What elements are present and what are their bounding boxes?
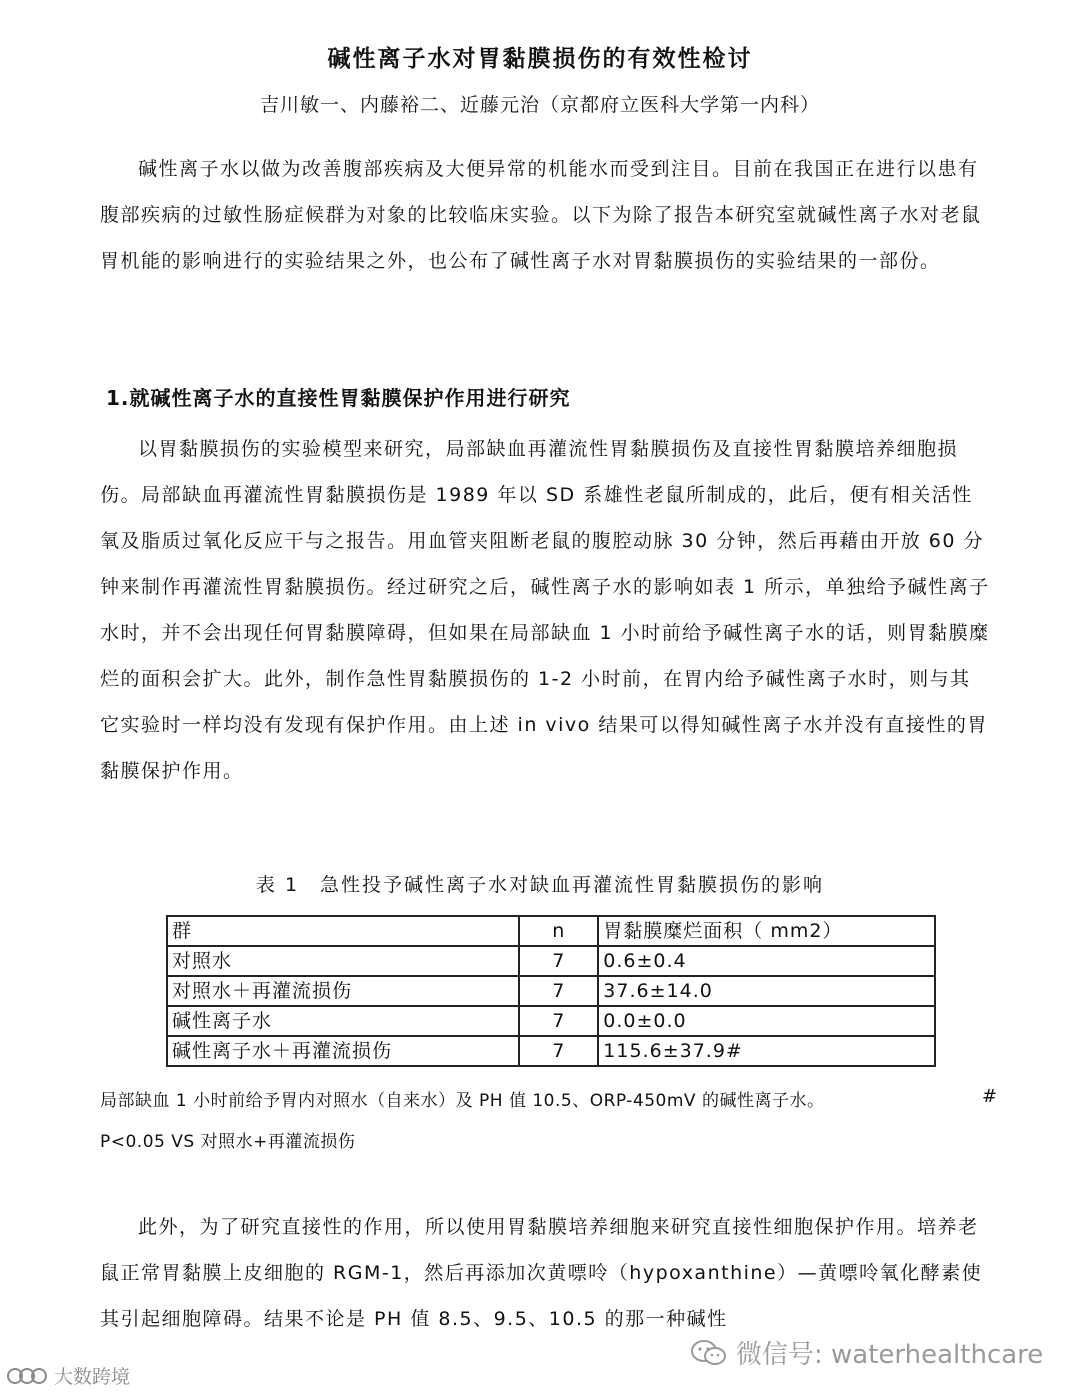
row-area: 115.6±37.9# [598,1036,935,1066]
paper-title: 碱性离子水对胃黏膜损伤的有效性检讨 [327,46,753,72]
corner-logo [6,1362,130,1389]
table-1-caption: 表 1 急性投予碱性离子水对缺血再灌流性胃黏膜损伤的影响 [255,874,825,896]
row-area: 0.0±0.0 [598,1006,935,1036]
brand-logo-icon [6,1363,48,1389]
wechat-icon [690,1338,728,1368]
row-group: 碱性离子水＋再灌流损伤 [167,1036,519,1066]
intro-paragraph: 碱性离子水以做为改善腹部疾病及大便异常的机能水而受到注目。目前在我国正在进行以患有腹部疾病的过敏性肠症候群为对象的比较临床实验。以下为除了报告本研究室就碱性离子水对老鼠胃机能的影响进行的实验结果之外，也公布了碱性离子水对胃黏膜损伤的实验结果的一部份。 [100,158,982,272]
header-group: 群 [167,916,519,946]
table-1-note: 局部缺血 1 小时前给予胃内对照水（自来水）及 PH 值 10.5、ORP-450mV 的碱性离子水。 [100,1091,825,1111]
table-row [167,976,935,1006]
header-n: n [519,916,598,946]
table-1 [166,915,936,1067]
row-n: 7 [519,946,598,976]
table-row [167,1006,935,1036]
row-group: 对照水 [167,946,519,976]
row-n: 7 [519,1006,598,1036]
paper-authors: 吉川敏一、内藤裕二、近藤元治（京都府立医科大学第一内科） [259,94,820,116]
section-1-heading: 1.就碱性离子水的直接性胃黏膜保护作用进行研究 [106,386,571,410]
section-1-body: 以胃黏膜损伤的实验模型来研究，局部缺血再灌流性胃黏膜损伤及直接性胃黏膜培养细胞损伤。局部缺血再灌流性胃黏膜损伤是 1989 年以 SD 系雄性老鼠所制成的，此后，便有相关活性氧及脂质过氧化反应干与之报告。用血管夹阻断老鼠的腹腔动脉 30 分钟，然后再藉由开放 60 分钟来制作再灌流性胃黏膜损伤。经过研究之后，碱性离子水的影响如表 1 所示，单独给予碱性离子水时，并不会出现任何胃黏膜障碍，但如果在局部缺血 1 小时前给予碱性离子水的话，则胃黏膜糜烂的面积会扩大。此外，制作急性胃黏膜损伤的 1-2 小时前，在胃内给予碱性离子水时，则与其它实验时一样均没有发现有保护作用。由上述 in vivo 结果可以得知碱性离子水并没有直接性的胃黏膜保护作用。 [100,438,990,782]
watermark-text: 微信号: waterhealthcare [736,1340,1044,1370]
table-1-note-hash: # [982,1086,998,1107]
row-n: 7 [519,976,598,1006]
row-group: 碱性离子水 [167,1006,519,1036]
paragraph-2: 此外，为了研究直接性的作用，所以使用胃黏膜培养细胞来研究直接性细胞保护作用。培养老鼠正常胃黏膜上皮细胞的 RGM-1，然后再添加次黄嘌呤（hypoxanthine）—黄嘌呤氧化酵素使其引起细胞障碍。结果不论是 PH 值 8.5、9.5、10.5 的那一种碱性 [100,1216,983,1330]
row-area: 0.6±0.4 [598,946,935,976]
table-header-row [167,916,935,946]
row-n: 7 [519,1036,598,1066]
wechat-watermark [690,1334,1043,1371]
table-row [167,946,935,976]
row-group: 对照水＋再灌流损伤 [167,976,519,1006]
corner-logo-text: 大数跨境 [54,1366,131,1388]
table-row [167,1036,935,1066]
table-1-significance: P<0.05 VS 对照水+再灌流损伤 [100,1132,356,1152]
row-area: 37.6±14.0 [598,976,935,1006]
header-erosion-area: 胃黏膜糜烂面积（ mm2） [598,916,935,946]
